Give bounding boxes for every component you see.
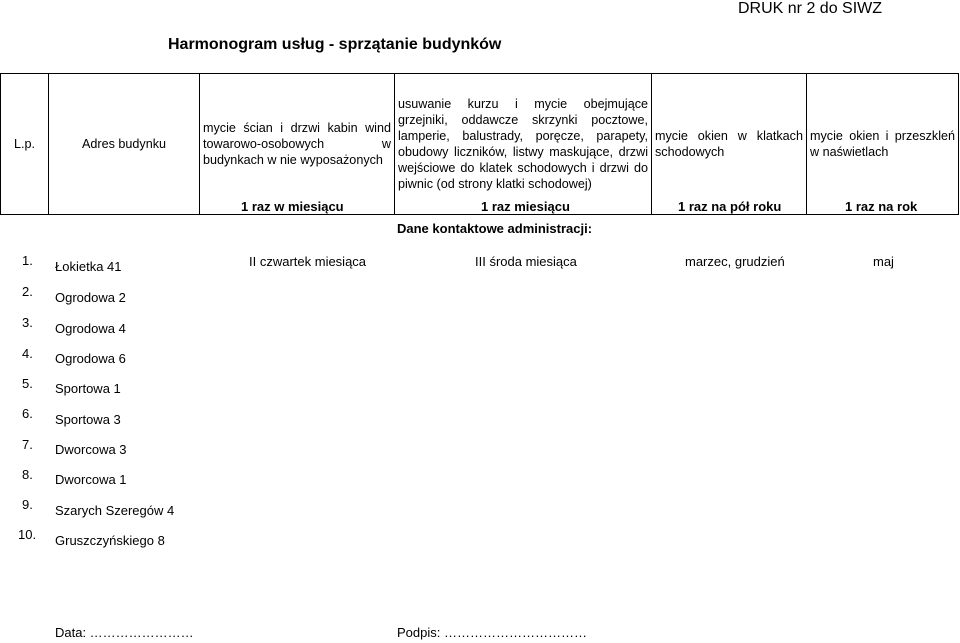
row-address: Ogrodowa 2 <box>55 290 126 305</box>
row-address: Szarych Szeregów 4 <box>55 503 175 518</box>
row-number: 10. <box>18 527 37 542</box>
row-number: 1. <box>22 253 33 268</box>
header-skylight-cleaning: mycie okien i przeszkleń w naświetlach <box>807 74 959 215</box>
contact-label: Dane kontaktowe administracji: <box>397 221 593 236</box>
row-address: Ogrodowa 6 <box>55 351 126 366</box>
row-number: 9. <box>22 497 33 512</box>
signature-field: Podpis: …………………………… <box>397 625 587 640</box>
row-number: 4. <box>22 346 33 361</box>
row-address: Sportowa 3 <box>55 412 121 427</box>
row-number: 7. <box>22 437 33 452</box>
header-elevator-cleaning: mycie ścian i drzwi kabin wind towarowo-osobowych w budynkach w nie wyposażonych <box>200 74 395 215</box>
document-label: DRUK nr 2 do SIWZ <box>738 0 883 17</box>
header-window-cleaning: mycie okien w klatkach schodowych <box>652 74 807 215</box>
row-number: 8. <box>22 467 33 482</box>
row-number: 2. <box>22 284 33 299</box>
schedule-2: III środa miesiąca <box>475 254 577 269</box>
frequency-2: 1 raz miesiącu <box>481 199 570 214</box>
schedule-3: marzec, grudzień <box>685 254 785 269</box>
row-address: Sportowa 1 <box>55 381 121 396</box>
frequency-1: 1 raz w miesiącu <box>241 199 344 214</box>
row-address: Łokietka 41 <box>55 259 122 274</box>
schedule-4: maj <box>873 254 894 269</box>
header-dusting: usuwanie kurzu i mycie obejmujące grzejniki, oddawcze skrzynki pocztowe, lamperie, balustrady, poręcze, parapety, obudowy liczników, listwy maskujące, drzwi wejściowe do klatek schodowych i drzwi do piwnic (od strony klatki schodowej) <box>395 74 652 215</box>
frequency-4: 1 raz na rok <box>845 199 918 214</box>
row-address: Gruszczyńskiego 8 <box>55 533 165 548</box>
row-number: 5. <box>22 376 33 391</box>
row-address: Ogrodowa 4 <box>55 321 126 336</box>
header-lp: L.p. <box>1 74 49 215</box>
frequency-3: 1 raz na pół roku <box>678 199 782 214</box>
schedule-header-table <box>0 73 959 215</box>
schedule-1: II czwartek miesiąca <box>249 254 367 269</box>
row-address: Dworcowa 3 <box>55 442 127 457</box>
page-title: Harmonogram usług - sprzątanie budynków <box>168 36 502 53</box>
row-number: 6. <box>22 406 33 421</box>
header-address: Adres budynku <box>49 74 200 215</box>
date-field: Data: …………………… <box>55 625 194 640</box>
row-number: 3. <box>22 315 33 330</box>
row-address: Dworcowa 1 <box>55 472 127 487</box>
